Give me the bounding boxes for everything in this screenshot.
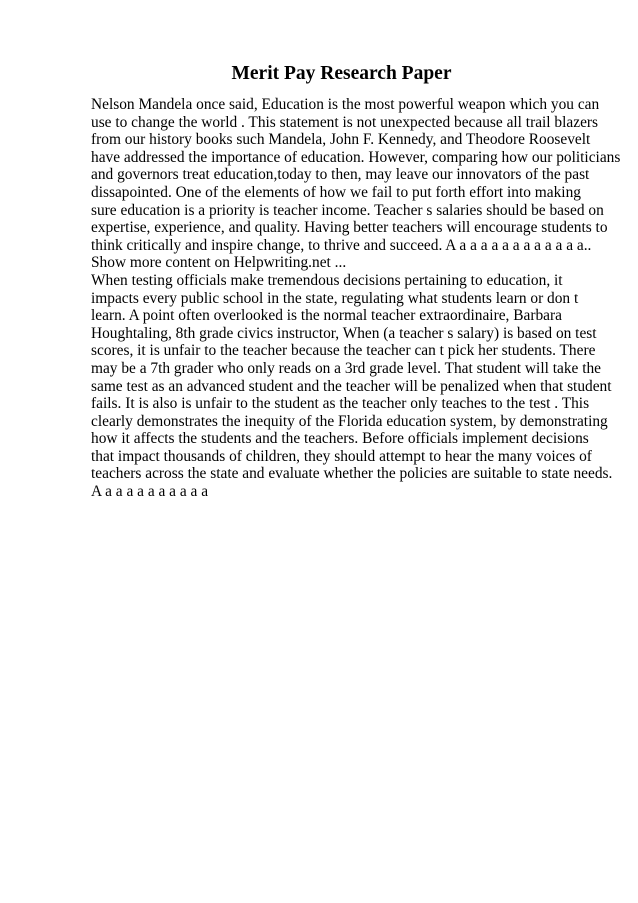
- body-line: and governors treat education,today to then, may leave our innovators of the past: [91, 166, 590, 184]
- body-line: A a a a a a a a a a a: [91, 483, 209, 501]
- show-more-link[interactable]: Show more content on Helpwriting.net ...: [91, 254, 347, 272]
- document-body: [91, 96, 620, 501]
- body-line: from our history books such Mandela, John F. Kennedy, and Theodore Roosevelt: [91, 131, 591, 149]
- body-line: teachers across the state and evaluate whether the policies are suitable to state needs.: [91, 465, 613, 483]
- body-line: fails. It is also is unfair to the student as the teacher only teaches to the test . This: [91, 395, 590, 413]
- body-line: Nelson Mandela once said, Education is the most powerful weapon which you can: [91, 96, 600, 113]
- body-line: think critically and inspire change, to thrive and succeed. A a a a a a a a a a a a a..: [91, 236, 592, 254]
- body-line: same test as an advanced student and the teacher will be penalized when that student: [91, 377, 612, 395]
- body-line: expertise, experience, and quality. Having better teachers will encourage students to: [91, 219, 608, 237]
- document-title: Merit Pay Research Paper: [231, 63, 452, 84]
- body-line: When testing officials make tremendous decisions pertaining to education, it: [91, 271, 563, 289]
- body-line: use to change the world . This statement is not unexpected because all trail blazers: [91, 113, 599, 131]
- body-line: that impact thousands of children, they should attempt to hear the many voices of: [91, 447, 592, 465]
- body-line: learn. A point often overlooked is the normal teacher extraordinaire, Barbara: [91, 307, 562, 325]
- body-line: may be a 7th grader who only reads on a 3rd grade level. That student will take the: [91, 359, 602, 377]
- body-line: sure education is a priority is teacher income. Teacher s salaries should be based on: [91, 201, 604, 219]
- body-line: impacts every public school in the state, regulating what students learn or don t: [91, 289, 579, 307]
- body-line: how it affects the students and the teachers. Before officials implement decisions: [91, 430, 589, 448]
- body-line: clearly demonstrates the inequity of the Florida education system, by demonstrating: [91, 412, 608, 430]
- body-line: dissapointed. One of the elements of how we fail to put forth effort into making: [91, 183, 581, 201]
- body-line: Houghtaling, 8th grade civics instructor, When (a teacher s salary) is based on test: [91, 324, 597, 342]
- body-line: have addressed the importance of education. However, comparing how our politicians: [91, 148, 621, 166]
- body-line: scores, it is unfair to the teacher because the teacher can t pick her students. There: [91, 342, 596, 360]
